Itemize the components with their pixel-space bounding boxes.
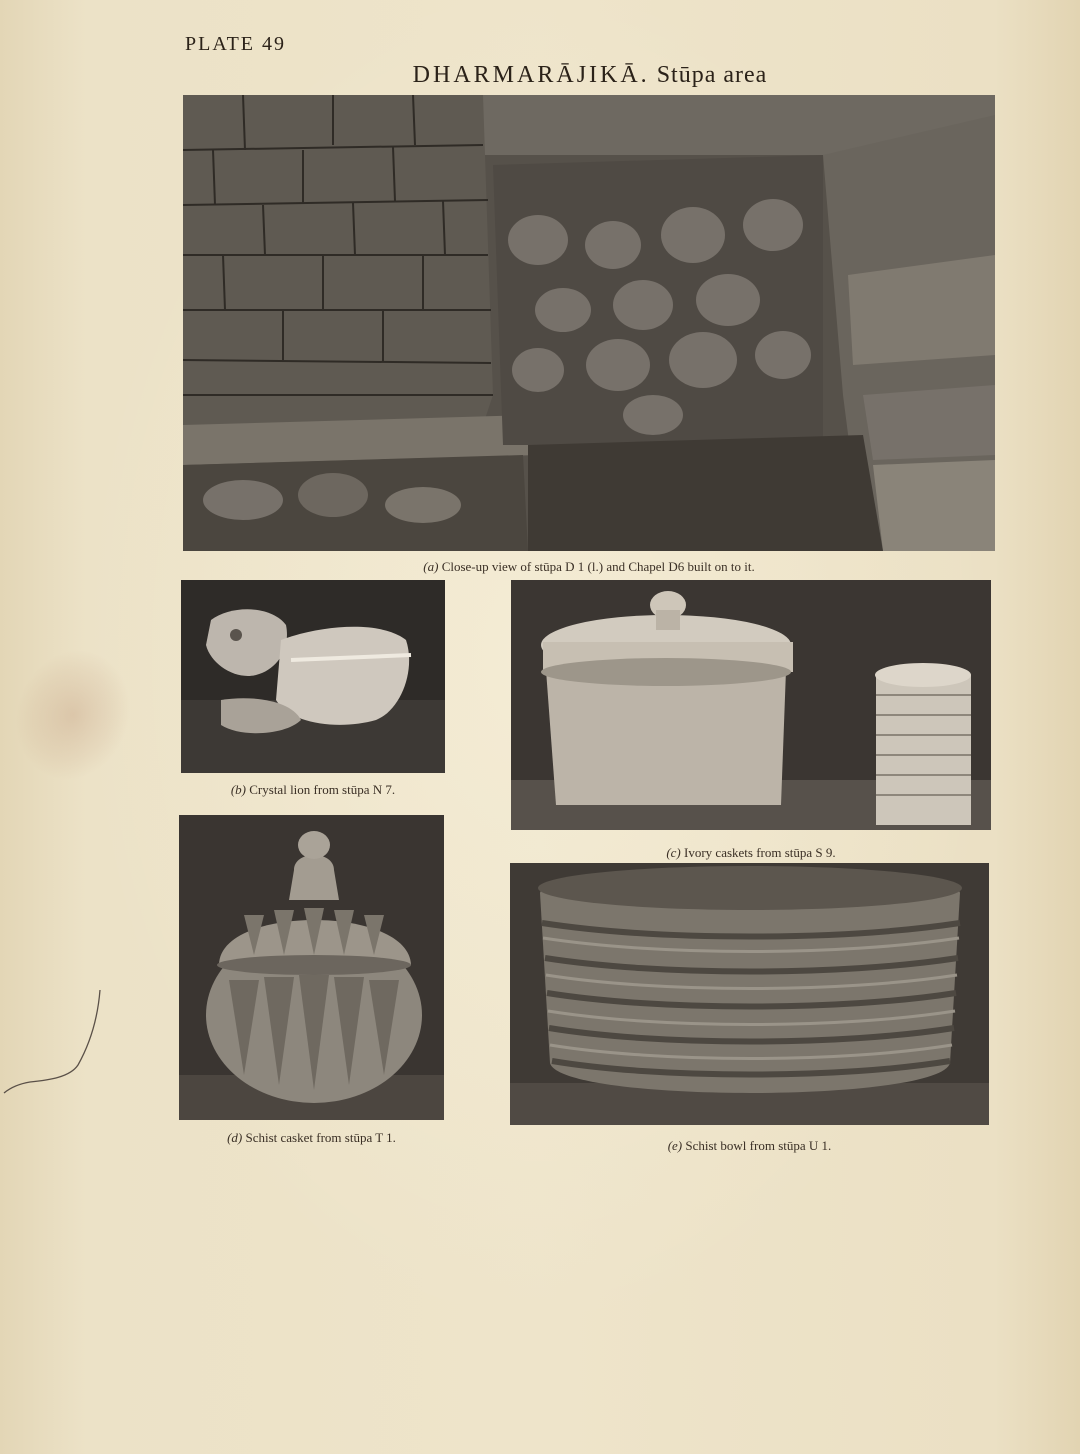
caption-c-letter: (c) [666, 845, 681, 860]
plate-number: PLATE 49 [185, 33, 286, 55]
page-title [0, 62, 1080, 89]
photo-crystal-lion [181, 580, 445, 773]
photo-schist-bowl [510, 863, 989, 1125]
caption-a-letter: (a) [423, 559, 439, 574]
photo-stupa-wall [183, 95, 995, 551]
caption-b-text: Crystal lion from stūpa N 7. [249, 782, 396, 797]
paper-stain [0, 635, 147, 795]
caption-e-letter: (e) [667, 1138, 683, 1153]
caption-d-letter: (d) [227, 1130, 243, 1145]
caption-d-text: Schist casket from stūpa T 1. [245, 1130, 396, 1145]
photo-ivory-caskets [511, 580, 991, 830]
title-main: DHARMARĀJIKĀ. [412, 62, 650, 88]
caption-a-text: Close-up view of stūpa D 1 (l.) and Chapel D6 built on to it. [441, 559, 755, 574]
caption-c-text: Ivory caskets from stūpa S 9. [684, 845, 836, 860]
caption-e [510, 1138, 989, 1154]
caption-a [183, 559, 995, 575]
caption-e-text: Schist bowl from stūpa U 1. [685, 1138, 832, 1153]
caption-c [511, 845, 991, 861]
caption-b [181, 782, 445, 798]
caption-d [179, 1130, 444, 1146]
photo-schist-casket [179, 815, 444, 1120]
title-sub: Stūpa area [656, 62, 768, 88]
pencil-mark [0, 985, 110, 1095]
caption-b-letter: (b) [230, 782, 247, 797]
